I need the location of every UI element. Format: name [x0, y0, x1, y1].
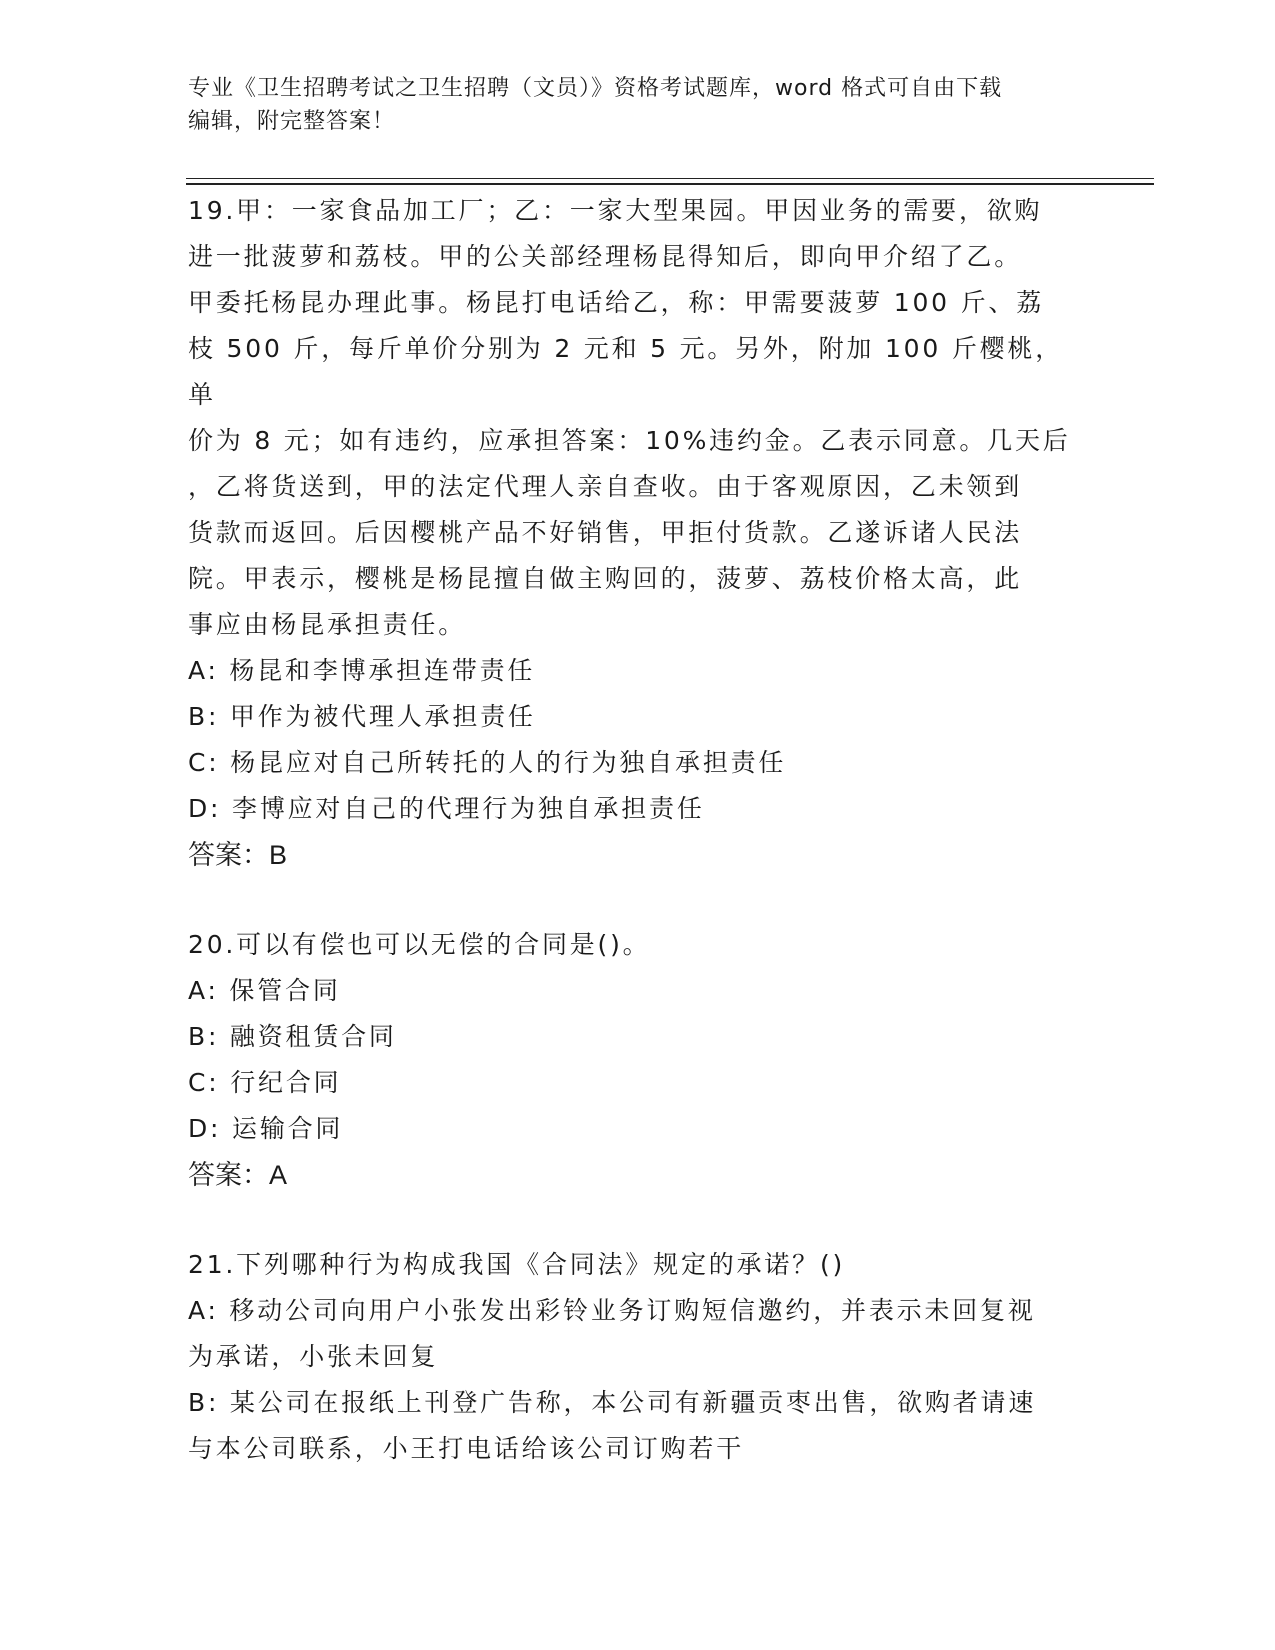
option-b: B: 融资租赁合同	[188, 1022, 397, 1051]
option-b: B: 某公司在报纸上刊登广告称，本公司有新疆贡枣出售，欲购者请速	[188, 1388, 1037, 1417]
option-d: D: 运输合同	[188, 1114, 344, 1143]
option-a: A: 移动公司向用户小张发出彩铃业务订购短信邀约，并表示未回复视	[188, 1296, 1036, 1325]
question-text-line: 院。甲表示，樱桃是杨昆擅自做主购回的，菠萝、荔枝价格太高，此	[188, 564, 1023, 593]
header-line-2: 编辑，附完整答案！	[188, 109, 396, 134]
question-19	[188, 188, 1088, 878]
question-text-line: 20.可以有偿也可以无偿的合同是()。	[188, 930, 651, 959]
header-divider-thick	[186, 183, 1154, 185]
spacer	[188, 1198, 1088, 1242]
question-text-line: 甲委托杨昆办理此事。杨昆打电话给乙，称：甲需要菠萝 100 斤、荔	[188, 288, 1045, 317]
answer-line: 答案：A	[188, 1160, 288, 1190]
question-21	[188, 1242, 1088, 1472]
option-c: C: 杨昆应对自己所转托的人的行为独自承担责任	[188, 748, 787, 777]
option-d: D: 李博应对自己的代理行为独自承担责任	[188, 794, 705, 823]
document-header	[188, 72, 1068, 138]
question-text-line: 货款而返回。后因樱桃产品不好销售，甲拒付货款。乙遂诉诸人民法	[188, 518, 1023, 547]
option-a: A: 保管合同	[188, 976, 341, 1005]
question-text-line: 19.甲：一家食品加工厂；乙：一家大型果园。甲因业务的需要，欲购	[188, 196, 1043, 225]
option-a: A: 杨昆和李博承担连带责任	[188, 656, 536, 685]
option-c: C: 行纪合同	[188, 1068, 342, 1097]
question-list	[188, 188, 1088, 1472]
question-text-line: 进一批菠萝和荔枝。甲的公关部经理杨昆得知后，即向甲介绍了乙。	[188, 242, 1023, 271]
question-text-line: ，乙将货送到，甲的法定代理人亲自查收。由于客观原因，乙未领到	[188, 472, 1023, 501]
question-20	[188, 922, 1088, 1198]
header-divider-thin	[186, 178, 1154, 179]
spacer	[188, 878, 1088, 922]
option-b-continued: 与本公司联系，小王打电话给该公司订购若干	[188, 1434, 745, 1463]
header-line-1: 专业《卫生招聘考试之卫生招聘（文员）》资格考试题库，word 格式可自由下载	[188, 76, 1003, 101]
question-text-line: 价为 8 元；如有违约，应承担答案：10%违约金。乙表示同意。几天后	[188, 426, 1071, 455]
question-text-line: 枝 500 斤，每斤单价分别为 2 元和 5 元。另外，附加 100 斤樱桃，单	[188, 334, 1064, 409]
question-text-line: 21.下列哪种行为构成我国《合同法》规定的承诺？()	[188, 1250, 846, 1279]
answer-line: 答案：B	[188, 840, 288, 870]
question-text-line: 事应由杨昆承担责任。	[188, 610, 467, 639]
option-b: B: 甲作为被代理人承担责任	[188, 702, 536, 731]
option-a-continued: 为承诺，小张未回复	[188, 1342, 439, 1371]
